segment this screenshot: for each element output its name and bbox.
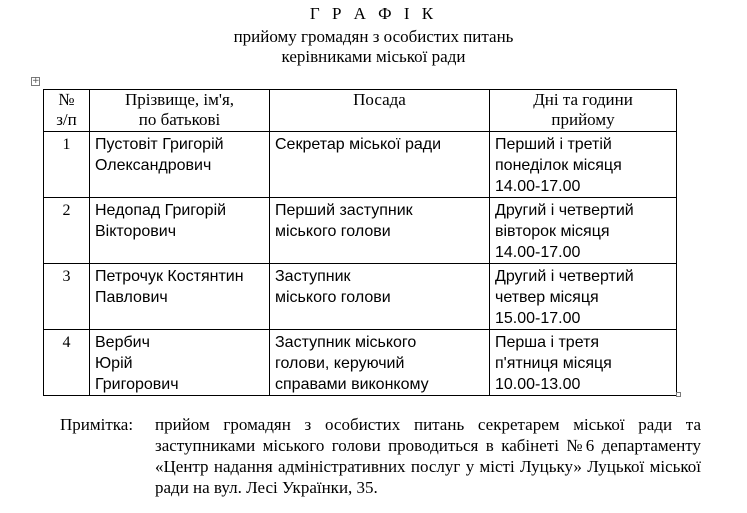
schedule-line: Перший і третій: [495, 136, 612, 153]
name-line: Вікторович: [95, 223, 177, 240]
table-move-handle-icon[interactable]: +: [32, 76, 40, 86]
table-row: [44, 132, 677, 198]
table-row: [44, 330, 677, 396]
page-title: Г Р А Ф І К: [309, 4, 438, 23]
header-name-line: по батькові: [138, 110, 221, 129]
schedule-cell: [490, 132, 677, 198]
schedule-line: понеділок місяця: [495, 157, 622, 174]
row-num-cell: [44, 198, 90, 264]
row-num-cell: [44, 264, 90, 330]
schedule-cell: [490, 198, 677, 264]
schedule-time: 14.00-17.00: [495, 178, 581, 195]
row-num-cell: [44, 132, 90, 198]
schedule-line: Другий і четвертий: [495, 268, 634, 285]
header-name-line: Прізвище, ім'я,: [124, 90, 235, 109]
schedule-time: 15.00-17.00: [495, 310, 581, 327]
header-name: [90, 90, 270, 132]
name-line: Петрочук Костянтин: [95, 268, 244, 285]
position-line: міського голови: [275, 289, 391, 306]
position-line: Секретар міської ради: [275, 136, 442, 153]
name-line: Вербич: [95, 334, 150, 351]
position-line: голови, керуючий: [275, 355, 405, 372]
schedule-time: 10.00-13.00: [495, 376, 581, 393]
subtitle-line-1: прийому громадян з особистих питань: [233, 27, 514, 46]
name-line: Недопад Григорій: [95, 202, 227, 219]
position-line: Перший заступник: [275, 202, 413, 219]
table-resize-handle[interactable]: [676, 392, 681, 397]
header-schedule: [490, 90, 677, 132]
header-position: [270, 90, 490, 132]
row-num: 1: [62, 136, 71, 153]
name-cell: [90, 264, 270, 330]
header-schedule-line: Дні та години: [533, 90, 633, 109]
header-num-line: з/п: [56, 110, 77, 129]
header-num: [44, 90, 90, 132]
schedule-cell: [490, 330, 677, 396]
header-position-line: Посада: [353, 90, 406, 109]
name-line: Павлович: [95, 289, 168, 306]
name-line: Пустовіт Григорій: [95, 136, 224, 153]
row-num: 4: [62, 334, 71, 351]
schedule-line: Перша і третя: [495, 334, 600, 351]
name-line: Олександрович: [95, 157, 212, 174]
schedule-time: 14.00-17.00: [495, 244, 581, 261]
name-cell: [90, 132, 270, 198]
table-row: [44, 264, 677, 330]
position-line: Заступник: [275, 268, 351, 285]
table-row: [44, 198, 677, 264]
row-num: 2: [62, 202, 71, 219]
name-line: Григорович: [95, 376, 179, 393]
schedule-line: четвер місяця: [495, 289, 599, 306]
name-cell: [90, 198, 270, 264]
position-cell: [270, 330, 490, 396]
schedule-line: Другий і четвертий: [495, 202, 634, 219]
header-schedule-line: прийому: [551, 110, 615, 129]
position-cell: [270, 264, 490, 330]
row-num-cell: [44, 330, 90, 396]
name-line: Юрій: [95, 355, 133, 372]
schedule-table: [43, 89, 677, 396]
name-cell: [90, 330, 270, 396]
note-label: Примітка:: [60, 415, 134, 434]
schedule-cell: [490, 264, 677, 330]
position-line: Заступник міського: [275, 334, 417, 351]
row-num: 3: [62, 268, 71, 285]
position-cell: [270, 132, 490, 198]
subtitle-line-2: керівниками міської ради: [281, 47, 466, 66]
header-num-line: №: [58, 90, 75, 109]
table-header-row: [44, 90, 677, 132]
schedule-line: п'ятниця місяця: [495, 355, 612, 372]
position-cell: [270, 198, 490, 264]
note-text: прийом громадян з особистих питань секретарем міської ради та заступниками міського голови проводиться в кабінеті №6 департаменту «Центр надання адміністративних послуг у місті Луцьку» Луцької міської ради на вул. Лесі Українки, 35.: [155, 415, 701, 497]
position-line: міського голови: [275, 223, 391, 240]
schedule-line: вівторок місяця: [495, 223, 610, 240]
position-line: справами виконкому: [275, 376, 429, 393]
